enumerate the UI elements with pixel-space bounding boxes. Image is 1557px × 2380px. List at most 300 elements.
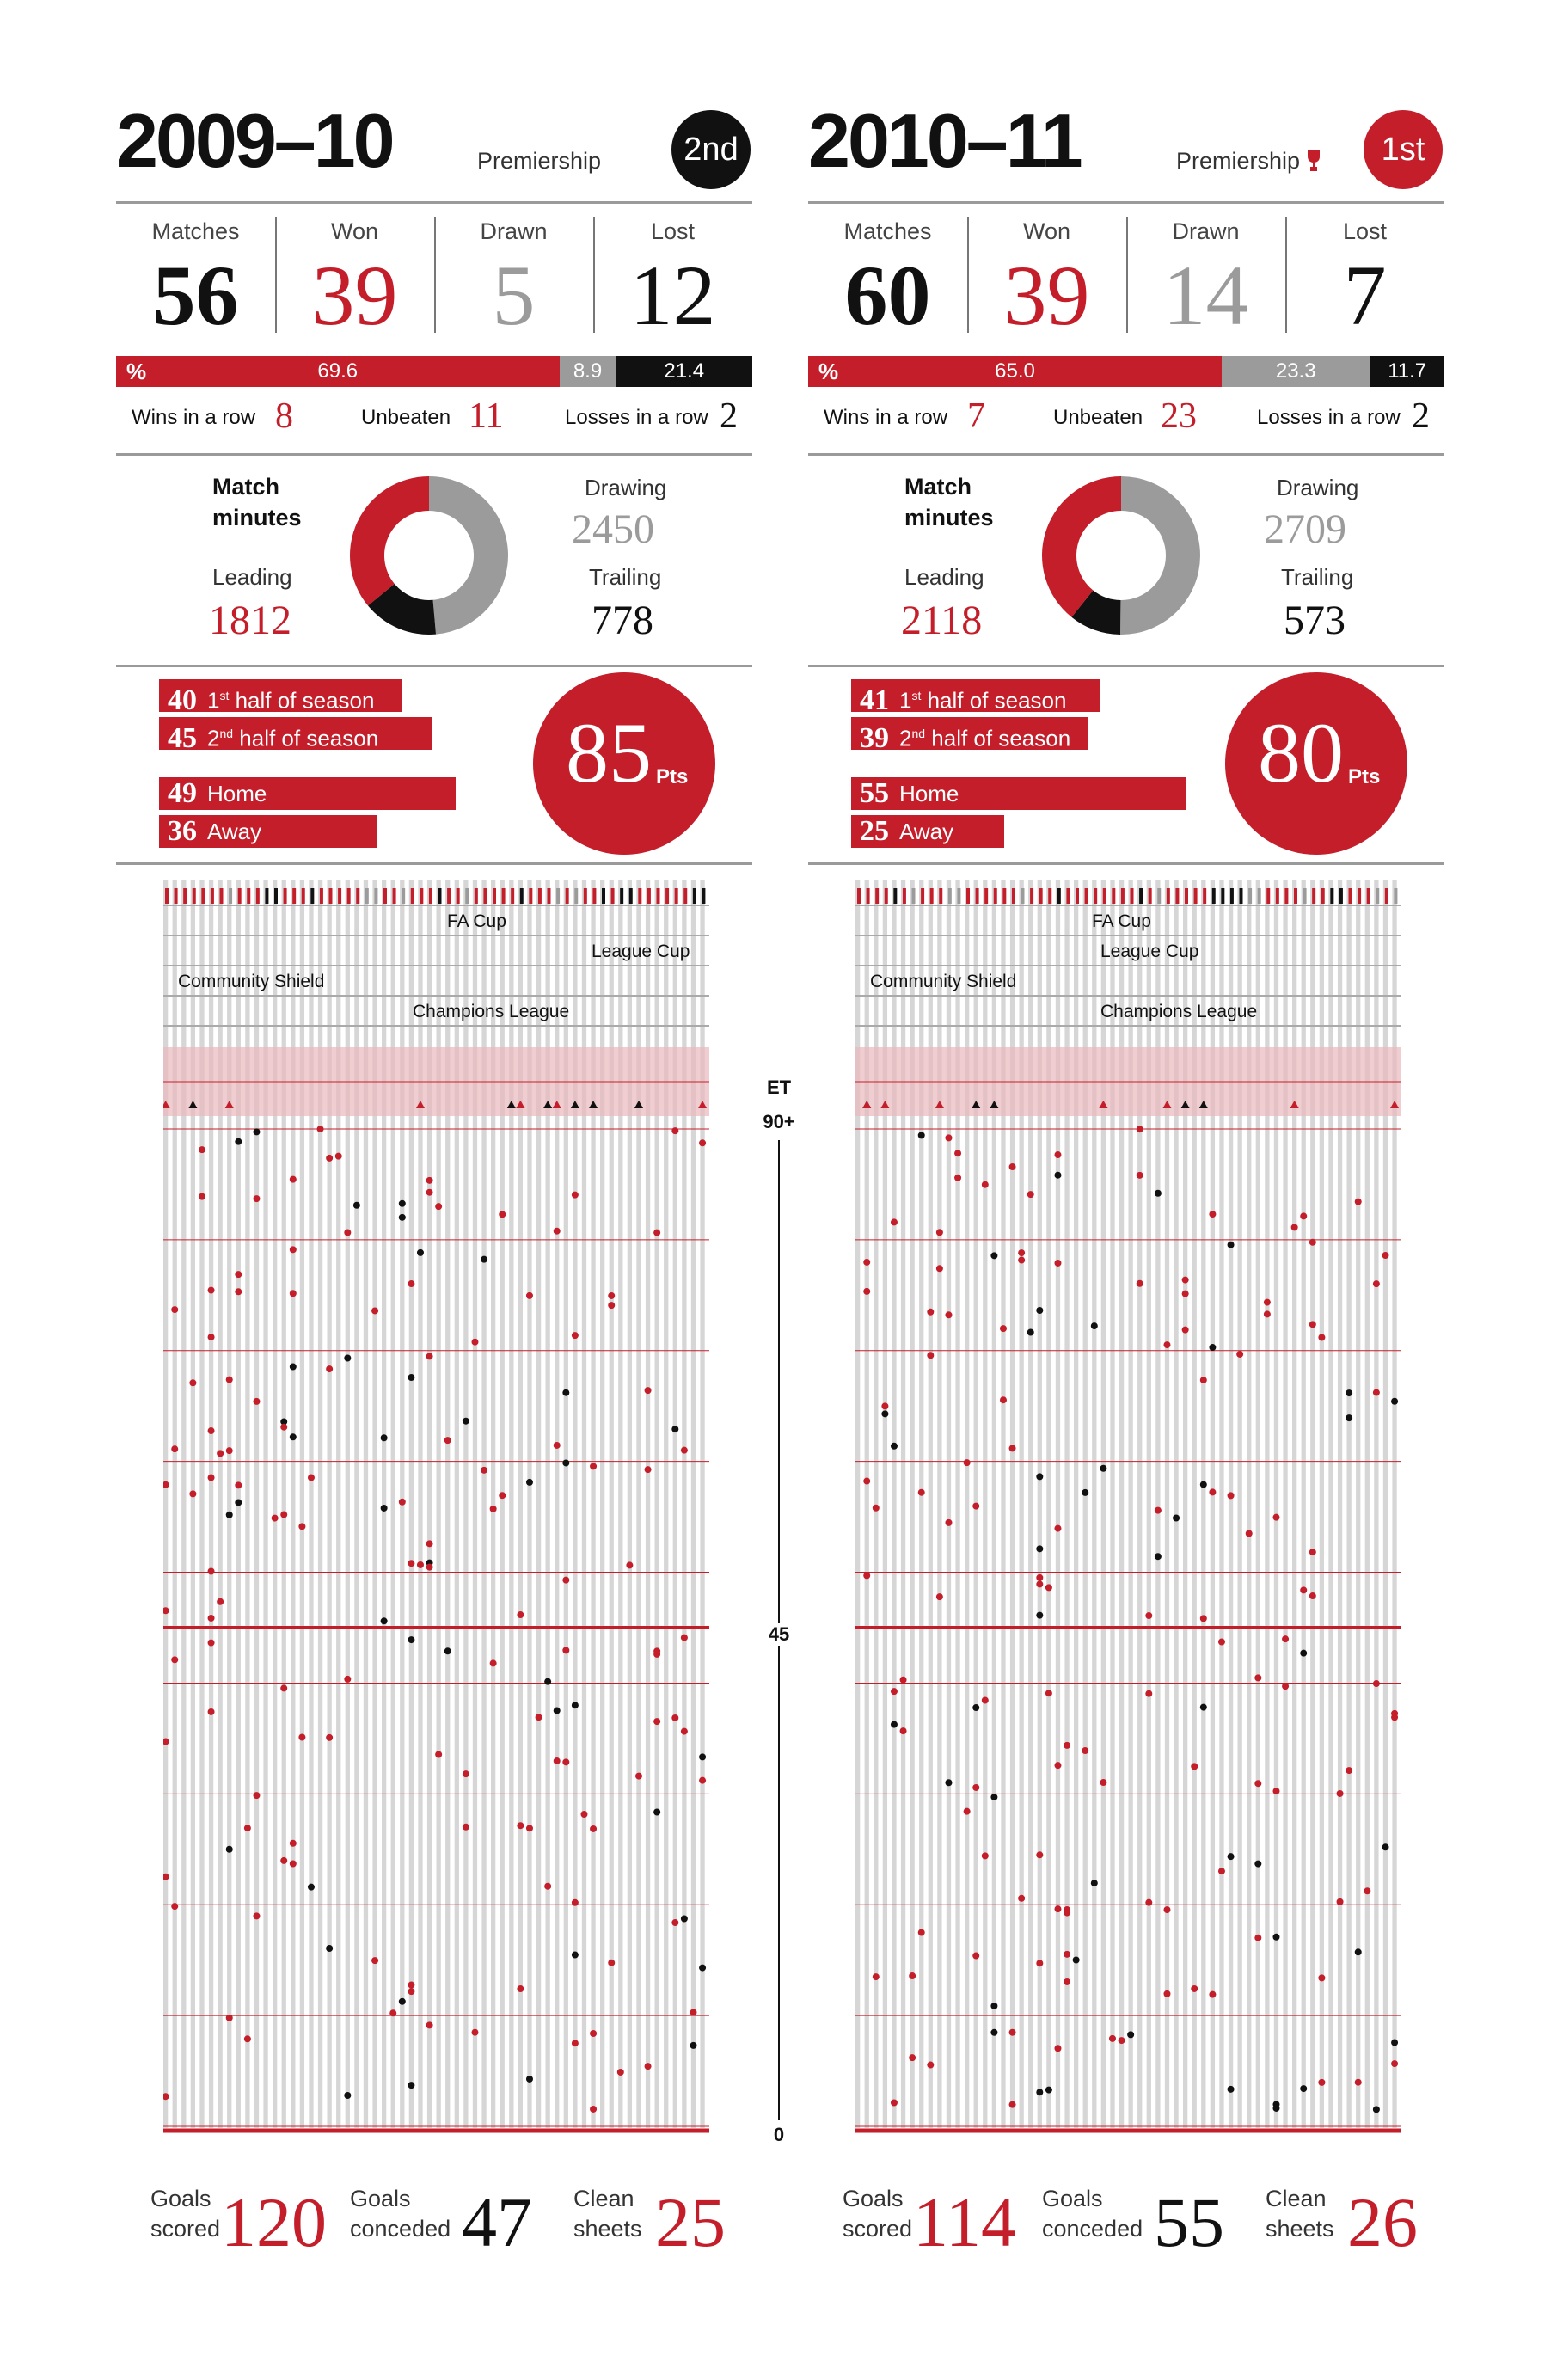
goal-dot bbox=[426, 1189, 433, 1196]
goal-dot bbox=[671, 1127, 678, 1134]
goal-dot bbox=[226, 1377, 233, 1383]
goal-dot bbox=[463, 1418, 469, 1425]
goal-dot bbox=[463, 1770, 469, 1777]
goal-dot bbox=[982, 1181, 989, 1188]
goal-dot bbox=[1309, 1321, 1316, 1328]
goal-timeline-chart bbox=[163, 880, 709, 2137]
goal-dot bbox=[235, 1138, 242, 1145]
losses-in-a-row-value: 2 bbox=[720, 396, 738, 436]
match-result-tick bbox=[1030, 888, 1033, 904]
goal-dot bbox=[290, 1176, 297, 1183]
goal-dot bbox=[1191, 1985, 1198, 1992]
goal-dot bbox=[290, 1246, 297, 1253]
goal-dot bbox=[444, 1647, 451, 1654]
goal-dot bbox=[1254, 1780, 1261, 1787]
goal-dot bbox=[945, 1134, 952, 1141]
goal-dot bbox=[244, 1825, 251, 1831]
goal-dot bbox=[562, 1647, 569, 1653]
goal-dot bbox=[1155, 1190, 1162, 1197]
goal-dot bbox=[1145, 1612, 1152, 1619]
goal-dot bbox=[408, 1374, 414, 1381]
goal-dot bbox=[280, 1684, 287, 1691]
match-result-tick bbox=[1194, 888, 1198, 904]
goal-dot bbox=[1382, 1252, 1388, 1259]
match-result-tick bbox=[1131, 888, 1134, 904]
goal-dot bbox=[927, 1309, 934, 1316]
goal-dot bbox=[1218, 1868, 1225, 1874]
percent-symbol: % bbox=[818, 359, 839, 384]
season-2010-11 bbox=[808, 0, 1444, 2380]
goal-dot bbox=[1109, 2035, 1116, 2042]
goal-dot bbox=[298, 1523, 305, 1530]
match-result-tick bbox=[1021, 888, 1025, 904]
goal-dot bbox=[1009, 2029, 1016, 2036]
match-result-tick bbox=[320, 888, 323, 904]
goal-dot bbox=[1373, 1680, 1380, 1687]
match-result-tick bbox=[857, 888, 861, 904]
match-result-tick bbox=[1358, 888, 1361, 904]
trailing-label: Trailing bbox=[1281, 564, 1354, 590]
match-result-tick bbox=[1076, 888, 1079, 904]
goal-dot bbox=[463, 1824, 469, 1831]
result-percentage-bar bbox=[808, 356, 1444, 387]
match-result-tick bbox=[867, 888, 870, 904]
goal-dot bbox=[171, 1445, 178, 1452]
match-result-tick bbox=[966, 888, 970, 904]
goal-dot bbox=[990, 2003, 997, 2009]
match-result-tick bbox=[211, 888, 214, 904]
goal-dot bbox=[1200, 1615, 1207, 1622]
leading-slice bbox=[1042, 476, 1121, 617]
goal-dot bbox=[344, 1229, 351, 1236]
match-result-tick bbox=[465, 888, 469, 904]
match-result-tick bbox=[274, 888, 278, 904]
season-totals bbox=[808, 2184, 1444, 2261]
extra-time-label: ET bbox=[766, 1077, 792, 1098]
goal-dot bbox=[635, 1773, 642, 1780]
goal-dot bbox=[972, 1503, 979, 1510]
goal-dot bbox=[554, 1442, 561, 1449]
match-result-tick bbox=[875, 888, 879, 904]
goal-dot bbox=[699, 1777, 706, 1784]
match-result-tick bbox=[483, 888, 487, 904]
goal-dot bbox=[1282, 1683, 1289, 1690]
match-minutes-donut bbox=[348, 475, 510, 636]
goal-dot bbox=[171, 1903, 178, 1910]
match-result-tick bbox=[1321, 888, 1325, 904]
match-minutes-donut bbox=[1040, 475, 1202, 636]
goal-dot bbox=[1036, 1307, 1043, 1314]
goal-dot bbox=[572, 1192, 579, 1199]
goal-dot bbox=[964, 1808, 971, 1815]
stoppage-time-label: 90+ bbox=[763, 1111, 795, 1132]
second-half-season-bar: 45 2nd half of season bbox=[159, 717, 432, 750]
league-position-badge: 1st bbox=[1364, 110, 1443, 189]
match-result-tick bbox=[984, 888, 988, 904]
match-result-tick bbox=[1349, 888, 1352, 904]
goal-dot bbox=[1200, 1481, 1207, 1488]
divider bbox=[808, 665, 1444, 667]
goal-dot bbox=[972, 1784, 979, 1791]
goal-dot bbox=[909, 1972, 916, 1979]
match-result-tick bbox=[939, 888, 942, 904]
match-result-tick bbox=[347, 888, 351, 904]
matches-stat: Matches 56 bbox=[151, 218, 240, 343]
goal-dot bbox=[681, 1728, 688, 1735]
goal-dot bbox=[1064, 1951, 1070, 1958]
goal-dot bbox=[408, 1982, 414, 1989]
match-result-tick bbox=[411, 888, 414, 904]
goal-dot bbox=[580, 1811, 587, 1818]
match-minutes-title: Match minutes bbox=[904, 474, 994, 531]
goal-dot bbox=[881, 1410, 888, 1417]
goal-dot bbox=[1054, 1525, 1061, 1532]
goal-dot bbox=[217, 1450, 224, 1457]
match-result-tick bbox=[284, 888, 287, 904]
goal-dot bbox=[408, 2082, 414, 2089]
divider bbox=[116, 201, 752, 204]
goal-dot bbox=[408, 1988, 414, 1995]
leading-minutes: 1812 bbox=[209, 598, 291, 643]
goal-dot bbox=[699, 1139, 706, 1146]
goal-dot bbox=[1254, 1861, 1261, 1868]
match-result-tick bbox=[529, 888, 532, 904]
goal-dot bbox=[1054, 2045, 1061, 2052]
streaks-row bbox=[116, 396, 752, 447]
goal-dot bbox=[900, 1677, 907, 1684]
goal-dot bbox=[1254, 1935, 1261, 1941]
goals-scored-label: Goals scored bbox=[150, 2186, 221, 2242]
match-result-tick bbox=[238, 888, 242, 904]
goal-dot bbox=[1036, 1851, 1043, 1858]
goal-dot bbox=[490, 1659, 497, 1666]
match-result-tick bbox=[976, 888, 979, 904]
goal-dot bbox=[1282, 1635, 1289, 1642]
goal-dot bbox=[891, 1688, 898, 1695]
goal-dot bbox=[1045, 1584, 1052, 1591]
clean-sheets-label: Clean sheets bbox=[1266, 2186, 1334, 2242]
minute-45-label: 45 bbox=[757, 1623, 801, 1646]
goal-dot bbox=[1300, 1212, 1307, 1219]
match-result-tick bbox=[1294, 888, 1297, 904]
losses-in-a-row-label: Losses in a row bbox=[565, 406, 708, 429]
community-shield-label: Community Shield bbox=[178, 972, 325, 991]
match-result-tick bbox=[457, 888, 460, 904]
match-result-tick bbox=[502, 888, 506, 904]
losses-in-a-row-value: 2 bbox=[1412, 396, 1430, 436]
goal-dot bbox=[1091, 1322, 1098, 1329]
goal-dot bbox=[699, 1965, 706, 1972]
away-points-bar: 25 Away bbox=[851, 815, 1004, 848]
match-result-tick bbox=[665, 888, 669, 904]
goal-dot bbox=[1200, 1377, 1207, 1383]
match-result-tick bbox=[475, 888, 478, 904]
goals-conceded-value: 47 bbox=[462, 2183, 532, 2261]
goal-dot bbox=[863, 1572, 870, 1579]
goal-dot bbox=[435, 1203, 442, 1210]
wins-in-a-row-value: 7 bbox=[967, 396, 985, 436]
goal-dot bbox=[1054, 1260, 1061, 1267]
match-result-tick bbox=[265, 888, 268, 904]
goal-dot bbox=[927, 2062, 934, 2069]
match-result-tick bbox=[647, 888, 651, 904]
goal-dot bbox=[517, 1985, 524, 1992]
points-circle: 80 Pts bbox=[1225, 672, 1407, 855]
goal-dot bbox=[1355, 2079, 1362, 2086]
goal-dot bbox=[572, 1899, 579, 1906]
goal-dot bbox=[863, 1288, 870, 1295]
match-result-tick bbox=[1276, 888, 1279, 904]
goal-dot bbox=[1318, 1334, 1325, 1340]
goals-scored-value: 120 bbox=[221, 2183, 327, 2261]
match-result-tick bbox=[229, 888, 232, 904]
goal-dot bbox=[881, 1402, 888, 1409]
goal-dot bbox=[1173, 1514, 1180, 1521]
fa-cup-label: FA Cup bbox=[447, 911, 506, 931]
goal-dot bbox=[1373, 2106, 1380, 2113]
goal-dot bbox=[681, 1635, 688, 1641]
lost-stat: Lost 7 bbox=[1342, 218, 1388, 343]
match-result-tick bbox=[1203, 888, 1206, 904]
match-result-tick bbox=[1312, 888, 1315, 904]
goal-dot bbox=[1009, 1163, 1016, 1170]
match-result-tick bbox=[948, 888, 952, 904]
goal-dot bbox=[645, 1387, 652, 1394]
goal-dot bbox=[499, 1492, 506, 1499]
goal-dot bbox=[1091, 1880, 1098, 1886]
goal-dot bbox=[927, 1352, 934, 1359]
goal-dot bbox=[344, 2092, 351, 2099]
goal-dot bbox=[1182, 1291, 1189, 1297]
goal-dot bbox=[554, 1228, 561, 1235]
goal-dot bbox=[1100, 1465, 1106, 1472]
goal-dot bbox=[208, 1334, 215, 1340]
goal-dot bbox=[1373, 1280, 1380, 1287]
goal-dot bbox=[1373, 1389, 1380, 1396]
match-result-tick bbox=[1103, 888, 1106, 904]
goal-dot bbox=[699, 1753, 706, 1760]
goal-dot bbox=[1036, 1612, 1043, 1619]
percent-symbol: % bbox=[126, 359, 147, 384]
match-result-tick bbox=[611, 888, 615, 904]
goal-dot bbox=[208, 1427, 215, 1434]
divider bbox=[808, 862, 1444, 865]
goal-dot bbox=[671, 1919, 678, 1926]
goal-dot bbox=[226, 2015, 233, 2021]
match-result-tick bbox=[1303, 888, 1307, 904]
trailing-label: Trailing bbox=[589, 564, 662, 590]
goal-dot bbox=[990, 2029, 997, 2036]
goal-dot bbox=[353, 1202, 360, 1209]
goal-dot bbox=[1300, 1650, 1307, 1657]
goal-dot bbox=[1054, 1172, 1061, 1179]
goal-dot bbox=[891, 1443, 898, 1450]
goal-dot bbox=[1236, 1351, 1243, 1358]
goal-dot bbox=[235, 1288, 242, 1295]
goal-dot bbox=[1346, 1767, 1352, 1774]
match-result-tick bbox=[402, 888, 405, 904]
goal-dot bbox=[982, 1697, 989, 1704]
clean-sheets-value: 25 bbox=[655, 2183, 726, 2261]
unbeaten-value: 11 bbox=[469, 396, 504, 436]
streaks-row bbox=[808, 396, 1444, 447]
won-percent-segment: 65.0 bbox=[808, 356, 1222, 387]
match-result-tick bbox=[1066, 888, 1070, 904]
goal-dot bbox=[1272, 1788, 1279, 1794]
match-result-tick bbox=[1230, 888, 1234, 904]
drawing-slice bbox=[1120, 476, 1200, 635]
first-half-season-bar: 41 1st half of season bbox=[851, 679, 1100, 712]
goal-dot bbox=[972, 1704, 979, 1711]
goal-dot bbox=[1045, 1690, 1052, 1696]
leading-label: Leading bbox=[904, 564, 984, 590]
drawn-stat: Drawn 5 bbox=[480, 218, 548, 343]
goal-dot bbox=[954, 1150, 961, 1156]
leading-slice bbox=[350, 476, 429, 605]
goal-dot bbox=[1119, 2037, 1125, 2044]
minute-0-label: 0 bbox=[773, 2124, 785, 2145]
goal-dot bbox=[617, 2069, 624, 2076]
goal-dot bbox=[253, 1398, 260, 1405]
goal-dot bbox=[280, 1424, 287, 1431]
match-result-tick bbox=[1057, 888, 1061, 904]
goal-dot bbox=[1246, 1530, 1253, 1537]
first-half-season-bar: 40 1st half of season bbox=[159, 679, 402, 712]
goal-dot bbox=[900, 1727, 907, 1734]
goal-dot bbox=[226, 1846, 233, 1853]
match-result-tick bbox=[374, 888, 377, 904]
match-result-tick bbox=[420, 888, 423, 904]
goal-dot bbox=[863, 1478, 870, 1485]
goal-dot bbox=[653, 1718, 660, 1725]
home-points-bar: 49 Home bbox=[159, 777, 456, 810]
goal-dot bbox=[326, 1734, 333, 1741]
wins-in-a-row-label: Wins in a row bbox=[132, 406, 256, 429]
match-result-tick bbox=[1139, 888, 1143, 904]
goal-dot bbox=[326, 1155, 333, 1162]
drawing-label: Drawing bbox=[1277, 475, 1359, 500]
lost-stat: Lost 12 bbox=[629, 218, 716, 343]
leading-label: Leading bbox=[212, 564, 292, 590]
match-result-tick bbox=[329, 888, 333, 904]
goal-dot bbox=[317, 1126, 324, 1132]
drawn-percent-segment: 23.3 bbox=[1222, 356, 1370, 387]
goal-dot bbox=[554, 1757, 561, 1764]
match-result-tick bbox=[511, 888, 514, 904]
goal-dot bbox=[572, 1952, 579, 1959]
match-result-tick bbox=[1385, 888, 1388, 904]
divider bbox=[808, 201, 1444, 204]
goal-dot bbox=[653, 1651, 660, 1658]
goal-dot bbox=[918, 1929, 925, 1936]
goal-dot bbox=[1200, 1704, 1207, 1711]
match-result-tick bbox=[1258, 888, 1261, 904]
goal-dot bbox=[408, 1636, 414, 1643]
goal-dot bbox=[235, 1499, 242, 1506]
goal-dot bbox=[891, 1218, 898, 1225]
goal-dot bbox=[562, 1459, 569, 1466]
champions-league-label: Champions League bbox=[1100, 1002, 1258, 1021]
goal-dot bbox=[1054, 1762, 1061, 1769]
match-result-tick bbox=[1266, 888, 1270, 904]
trailing-minutes: 573 bbox=[1284, 598, 1346, 643]
goal-dot bbox=[1018, 1257, 1025, 1264]
match-result-tick bbox=[566, 888, 569, 904]
match-result-tick bbox=[520, 888, 524, 904]
goal-dot bbox=[208, 1567, 215, 1574]
goal-dot bbox=[1036, 2089, 1043, 2095]
goal-dot bbox=[1137, 1172, 1143, 1179]
goal-dot bbox=[208, 1640, 215, 1647]
match-result-tick bbox=[885, 888, 888, 904]
match-result-tick bbox=[592, 888, 596, 904]
goal-dot bbox=[426, 1353, 433, 1359]
goal-dot bbox=[308, 1475, 315, 1481]
divider bbox=[116, 862, 752, 865]
goal-dot bbox=[208, 1287, 215, 1294]
goal-dot bbox=[199, 1146, 205, 1153]
goal-dot bbox=[417, 1249, 424, 1256]
goal-dot bbox=[1155, 1553, 1162, 1560]
match-result-tick bbox=[1012, 888, 1015, 904]
goal-dot bbox=[1137, 1126, 1143, 1132]
community-shield-label: Community Shield bbox=[870, 972, 1017, 991]
goal-dot bbox=[171, 1306, 178, 1313]
goal-dot bbox=[1082, 1747, 1088, 1754]
goal-dot bbox=[1137, 1280, 1143, 1287]
drawing-label: Drawing bbox=[585, 475, 667, 500]
trophy-icon bbox=[1307, 150, 1321, 172]
goal-dot bbox=[1272, 2101, 1279, 2108]
goals-conceded-value: 55 bbox=[1154, 2183, 1224, 2261]
goal-dot bbox=[554, 1708, 561, 1714]
goal-dot bbox=[1337, 1898, 1344, 1905]
match-result-tick bbox=[1394, 888, 1397, 904]
match-result-tick bbox=[1376, 888, 1379, 904]
goal-dot bbox=[1337, 1790, 1344, 1797]
goal-dot bbox=[690, 2042, 696, 2049]
goal-dot bbox=[1300, 1586, 1307, 1593]
match-result-tick bbox=[310, 888, 314, 904]
goal-dot bbox=[1018, 1895, 1025, 1902]
goal-dot bbox=[945, 1779, 952, 1786]
goal-dot bbox=[1009, 1445, 1016, 1451]
goal-dot bbox=[681, 1447, 688, 1454]
goal-dot bbox=[426, 1177, 433, 1184]
goal-dot bbox=[536, 1714, 542, 1721]
goal-dot bbox=[936, 1265, 943, 1272]
goal-dot bbox=[1155, 1507, 1162, 1514]
goal-dot bbox=[945, 1519, 952, 1526]
champions-league-label: Champions League bbox=[413, 1002, 570, 1021]
goal-dot bbox=[936, 1229, 943, 1236]
match-result-tick bbox=[1121, 888, 1125, 904]
goal-dot bbox=[235, 1271, 242, 1278]
goal-dot bbox=[253, 1195, 260, 1202]
match-result-tick bbox=[338, 888, 341, 904]
match-result-tick bbox=[556, 888, 560, 904]
league-label: Premiership bbox=[477, 148, 602, 174]
goal-dot bbox=[945, 1311, 952, 1318]
goal-dot bbox=[253, 1792, 260, 1799]
goal-dot bbox=[544, 1678, 551, 1685]
clean-sheets-label: Clean sheets bbox=[573, 2186, 642, 2242]
goal-dot bbox=[290, 1290, 297, 1297]
goal-dot bbox=[326, 1365, 333, 1372]
goal-dot bbox=[608, 1292, 615, 1299]
goal-dot bbox=[226, 1512, 233, 1518]
goal-dot bbox=[1009, 2101, 1016, 2108]
